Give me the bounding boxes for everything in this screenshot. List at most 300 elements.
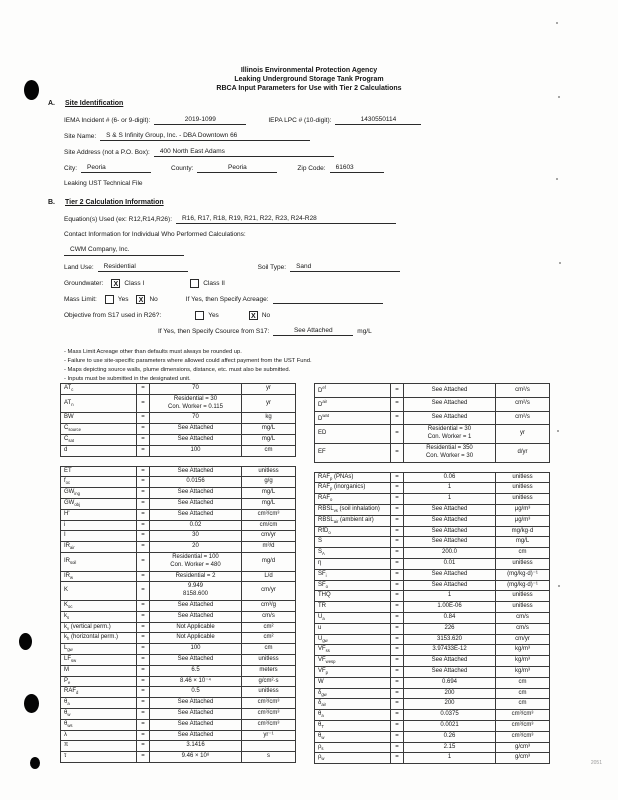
- param-symbol: THQ: [315, 591, 391, 602]
- equals-sign: =: [137, 542, 150, 553]
- param-unit: unitless: [496, 591, 550, 602]
- mass-limit-yes-checkbox: [105, 295, 114, 304]
- param-row: [315, 742, 550, 753]
- param-symbol: $IR_{soil}$: [61, 552, 137, 571]
- equals-sign: =: [391, 537, 404, 548]
- equals-sign: =: [391, 731, 404, 742]
- param-unit: unitless: [242, 687, 296, 698]
- equals-sign: =: [137, 531, 150, 542]
- objective-no-checkbox: X: [249, 311, 258, 320]
- equals-sign: =: [391, 677, 404, 688]
- param-value: See Attached: [404, 504, 496, 515]
- param-row: [315, 731, 550, 742]
- contact-label-line: [64, 231, 578, 239]
- equals-sign: =: [391, 443, 404, 462]
- param-symbol: $\delta_{air}$: [315, 699, 391, 710]
- param-symbol: W: [315, 677, 391, 688]
- equals-sign: =: [137, 424, 150, 435]
- param-unit: meters: [242, 665, 296, 676]
- param-value: 1: [404, 753, 496, 764]
- param-value: 1: [404, 494, 496, 505]
- param-row: [315, 720, 550, 731]
- param-row: [61, 719, 296, 730]
- param-unit: μg/m³: [496, 504, 550, 515]
- param-row: [315, 656, 550, 667]
- param-unit: mg/kg·d: [496, 526, 550, 537]
- equals-sign: =: [391, 526, 404, 537]
- param-value: Residential = 350 Con. Worker = 30: [404, 443, 496, 462]
- param-symbol: $RAF_p$ (inorganics): [315, 483, 391, 494]
- param-value: Not Applicable: [150, 633, 242, 644]
- param-row: [61, 384, 296, 395]
- param-value: See Attached: [404, 384, 496, 398]
- param-symbol: $GW_{obj}$: [61, 498, 137, 509]
- equals-sign: =: [137, 571, 150, 582]
- param-unit: s: [242, 752, 296, 763]
- equals-sign: =: [137, 498, 150, 509]
- param-symbol: $k_h$ (horizontal perm.): [61, 633, 137, 644]
- equals-sign: =: [137, 445, 150, 456]
- param-row: [61, 477, 296, 488]
- equals-sign: =: [137, 687, 150, 698]
- equals-sign: =: [391, 580, 404, 591]
- form-header: [0, 66, 618, 93]
- city-county-zip-line: [64, 164, 578, 173]
- equals-sign: =: [391, 569, 404, 580]
- param-symbol: u: [315, 623, 391, 634]
- param-symbol: RfD$_o$: [315, 526, 391, 537]
- param-value: 70: [150, 384, 242, 395]
- param-unit: cm²: [242, 633, 296, 644]
- equals-sign: =: [137, 384, 150, 395]
- param-unit: cm²/s: [496, 384, 550, 398]
- equals-sign: =: [391, 558, 404, 569]
- param-value: 0.694: [404, 677, 496, 688]
- equals-sign: =: [137, 644, 150, 655]
- param-value: See Attached: [150, 611, 242, 622]
- punch-hole: [30, 757, 40, 769]
- param-unit: cm³/cm³: [242, 708, 296, 719]
- param-symbol: $\theta_w$: [61, 708, 137, 719]
- param-row: [315, 602, 550, 613]
- param-symbol: $S_A$: [315, 548, 391, 559]
- param-row: [315, 634, 550, 645]
- param-unit: mg/d: [242, 552, 296, 571]
- lpc-number-value: 1430550114: [335, 116, 421, 125]
- param-symbol: $VF_{ss}$: [315, 645, 391, 656]
- equals-sign: =: [137, 698, 150, 709]
- mass-limit-no-checkbox: X: [136, 295, 145, 304]
- equals-sign: =: [391, 699, 404, 710]
- param-value: 3153.620: [404, 634, 496, 645]
- equations-label: Equation(s) Used (ex: R12,R14,R26):: [64, 216, 173, 224]
- class1-label: Class I: [124, 279, 145, 287]
- form-title: RBCA Input Parameters for Use with Tier 2 Calculations: [216, 85, 402, 92]
- param-row: [315, 612, 550, 623]
- contact-info-label: Contact Information for Individual Who Performed Calculations:: [64, 231, 246, 239]
- param-value: 1: [404, 591, 496, 602]
- acreage-value: [273, 303, 383, 304]
- equals-sign: =: [137, 665, 150, 676]
- param-row: [315, 537, 550, 548]
- equals-sign: =: [391, 688, 404, 699]
- param-unit: [242, 741, 296, 752]
- param-unit: mg/L: [242, 498, 296, 509]
- tech-file-line: [64, 180, 578, 188]
- param-value: 8.46 × 10⁻⁴: [150, 676, 242, 687]
- section-b-header: [48, 199, 578, 208]
- param-value: 0.0156: [150, 477, 242, 488]
- param-unit: unitless: [496, 483, 550, 494]
- param-unit: unitless: [242, 466, 296, 477]
- param-value: 0.26: [404, 731, 496, 742]
- contact-value-line: [64, 246, 578, 255]
- land-use-soil-line: [64, 263, 578, 272]
- param-value: See Attached: [150, 498, 242, 509]
- param-value: 30: [150, 531, 242, 542]
- param-unit: L/d: [242, 571, 296, 582]
- param-value: 0.0375: [404, 710, 496, 721]
- param-value: See Attached: [150, 708, 242, 719]
- scan-speck: [558, 96, 560, 98]
- param-symbol: I: [61, 531, 137, 542]
- param-value: 6.5: [150, 665, 242, 676]
- param-unit: cm/s: [242, 611, 296, 622]
- equals-sign: =: [137, 611, 150, 622]
- equals-sign: =: [137, 488, 150, 499]
- param-symbol: $LF_{sw}$: [61, 654, 137, 665]
- param-row: [315, 384, 550, 398]
- param-row: [61, 488, 296, 499]
- param-symbol: $\theta_a$: [315, 710, 391, 721]
- param-unit: cm²: [242, 622, 296, 633]
- program-name: Leaking Underground Storage Tank Program: [234, 76, 384, 83]
- land-use-label: Land Use:: [64, 263, 94, 271]
- param-symbol: $C_{source}$: [61, 424, 137, 435]
- param-row: [61, 413, 296, 424]
- param-symbol: η: [315, 558, 391, 569]
- equals-sign: =: [391, 753, 404, 764]
- equals-sign: =: [391, 483, 404, 494]
- section-a-title: Site Identification: [65, 100, 124, 107]
- param-value: Residential = 30 Con. Worker = 1: [404, 425, 496, 444]
- equals-sign: =: [137, 477, 150, 488]
- acreage-label: If Yes, then Specify Acreage:: [185, 295, 269, 303]
- param-value: See Attached: [150, 466, 242, 477]
- section-a-label: A.: [48, 100, 55, 107]
- param-symbol: S: [315, 537, 391, 548]
- param-value: See Attached: [404, 411, 496, 425]
- equals-sign: =: [391, 411, 404, 425]
- equals-sign: =: [137, 719, 150, 730]
- param-symbol: $\theta_{ws}$: [61, 719, 137, 730]
- param-row: [61, 622, 296, 633]
- param-unit: kg/m³: [496, 645, 550, 656]
- param-value: See Attached: [404, 569, 496, 580]
- param-value: See Attached: [404, 656, 496, 667]
- param-row: [315, 548, 550, 559]
- objective-yes-checkbox: [195, 311, 204, 320]
- parameter-tables: [60, 383, 550, 773]
- param-row: [61, 633, 296, 644]
- param-value: 100: [150, 644, 242, 655]
- param-row: [61, 687, 296, 698]
- param-symbol: $D^{ef}$: [315, 384, 391, 398]
- param-row: [315, 645, 550, 656]
- right-parameter-column: [314, 383, 550, 773]
- param-row: [61, 531, 296, 542]
- param-value: 0.01: [404, 558, 496, 569]
- incident-number-line: [64, 116, 578, 125]
- param-unit: yr⁻¹: [242, 730, 296, 741]
- equals-sign: =: [137, 622, 150, 633]
- param-symbol: ET: [61, 466, 137, 477]
- equals-sign: =: [391, 548, 404, 559]
- param-symbol: $k_v$ (vertical perm.): [61, 622, 137, 633]
- equals-sign: =: [391, 515, 404, 526]
- param-unit: cm²/s: [496, 411, 550, 425]
- param-unit: unitless: [496, 602, 550, 613]
- param-value: 200: [404, 699, 496, 710]
- param-symbol: π: [61, 741, 137, 752]
- param-unit: mg/L: [242, 488, 296, 499]
- param-unit: cm/yr: [242, 531, 296, 542]
- equals-sign: =: [391, 742, 404, 753]
- site-address-value: 400 North East Adams: [154, 148, 334, 157]
- param-row: [61, 665, 296, 676]
- param-row: [61, 600, 296, 611]
- param-unit: kg/m³: [496, 656, 550, 667]
- equals-sign: =: [391, 494, 404, 505]
- param-symbol: $IR_w$: [61, 571, 137, 582]
- param-value: See Attached: [404, 580, 496, 591]
- param-row: [61, 542, 296, 553]
- param-row: [315, 443, 550, 462]
- param-value: See Attached: [150, 434, 242, 445]
- param-row: [61, 752, 296, 763]
- param-symbol: $AT_c$: [61, 384, 137, 395]
- mass-limit-label: Mass Limit:: [64, 295, 97, 303]
- param-unit: unitless: [496, 494, 550, 505]
- equals-sign: =: [391, 425, 404, 444]
- equals-sign: =: [137, 413, 150, 424]
- param-unit: cm³/cm³: [242, 698, 296, 709]
- param-value: See Attached: [404, 515, 496, 526]
- site-name-value: S & S Infinity Group, Inc. - DBA Downtown 66: [100, 132, 310, 141]
- site-address-line: [64, 148, 578, 157]
- param-value: 200.0: [404, 548, 496, 559]
- site-name-label: Site Name:: [64, 132, 97, 140]
- param-value: See Attached: [150, 654, 242, 665]
- param-unit: unitless: [242, 654, 296, 665]
- groundwater-line: [64, 279, 578, 288]
- param-row: [315, 666, 550, 677]
- groundwater-label: Groundwater:: [64, 279, 104, 287]
- equals-sign: =: [391, 645, 404, 656]
- param-symbol: BW: [61, 413, 137, 424]
- param-row: [61, 552, 296, 571]
- iema-incident-label: IEMA Incident # (6- or 9-digit):: [64, 116, 151, 124]
- param-row: [315, 515, 550, 526]
- mass-limit-yes-label: Yes: [117, 295, 129, 303]
- param-row: [315, 677, 550, 688]
- param-row: [315, 397, 550, 411]
- param-value: See Attached: [404, 666, 496, 677]
- lpc-number-label: IEPA LPC # (10-digit):: [268, 116, 332, 124]
- equals-sign: =: [137, 633, 150, 644]
- equals-sign: =: [137, 676, 150, 687]
- param-value: 2.15: [404, 742, 496, 753]
- param-symbol: TR: [315, 602, 391, 613]
- param-symbol: $RBSL_{air}$ (ambient air): [315, 515, 391, 526]
- equals-sign: =: [391, 397, 404, 411]
- param-unit: m³/d: [242, 542, 296, 553]
- param-row: [315, 710, 550, 721]
- param-row: [315, 504, 550, 515]
- param-symbol: $U_a$: [315, 612, 391, 623]
- param-row: [315, 411, 550, 425]
- param-unit: cm³/cm³: [496, 731, 550, 742]
- param-value: See Attached: [150, 730, 242, 741]
- param-symbol: $\theta_w$: [315, 731, 391, 742]
- equals-sign: =: [391, 720, 404, 731]
- note-line: - Mass Limit Acreage other than defaults must always be rounded up.: [64, 348, 242, 355]
- param-row: [61, 741, 296, 752]
- param-unit: cm: [242, 445, 296, 456]
- site-address-label: Site Address (not a P.O. Box):: [64, 149, 150, 156]
- param-unit: cm/s: [496, 612, 550, 623]
- form-body: [48, 100, 578, 384]
- equals-sign: =: [137, 466, 150, 477]
- param-unit: cm/yr: [242, 582, 296, 601]
- county-value: Peoria: [197, 164, 277, 173]
- equals-sign: =: [137, 509, 150, 520]
- param-value: See Attached: [404, 526, 496, 537]
- class2-label: Class II: [203, 279, 225, 287]
- param-unit: cm: [496, 677, 550, 688]
- param-row: [61, 571, 296, 582]
- param-unit: cm/yr: [496, 634, 550, 645]
- objective-label: Objective from S17 used in R26?:: [64, 311, 162, 319]
- param-symbol: $GW_{ing}$: [61, 488, 137, 499]
- param-value: See Attached: [404, 537, 496, 548]
- param-symbol: $\delta_{gw}$: [315, 688, 391, 699]
- param-unit: cm³/g: [242, 600, 296, 611]
- param-unit: cm: [496, 699, 550, 710]
- param-row: [61, 434, 296, 445]
- param-value: See Attached: [150, 488, 242, 499]
- mass-limit-line: [64, 295, 578, 304]
- param-unit: kg/m³: [496, 666, 550, 677]
- param-row: [61, 520, 296, 531]
- param-row: [61, 644, 296, 655]
- param-unit: cm: [496, 688, 550, 699]
- csource-unit: mg/L: [357, 327, 372, 335]
- param-symbol: $RAF_o$: [315, 494, 391, 505]
- param-unit: cm: [242, 644, 296, 655]
- param-symbol: $\rho_w$: [315, 753, 391, 764]
- csource-label: If Yes, then Specify Csource from S17:: [158, 327, 270, 335]
- param-symbol: $\theta_T$: [315, 720, 391, 731]
- param-row: [61, 394, 296, 413]
- param-value: 3.1416: [150, 741, 242, 752]
- param-row: [315, 558, 550, 569]
- param-row: [315, 526, 550, 537]
- iema-incident-value: 2019-1099: [154, 116, 246, 125]
- equals-sign: =: [391, 634, 404, 645]
- param-unit: yr: [242, 384, 296, 395]
- csource-value: See Attached: [273, 327, 353, 336]
- param-row: [61, 730, 296, 741]
- section-b-title: Tier 2 Calculation Information: [65, 199, 164, 207]
- zip-code-label: Zip Code:: [297, 165, 326, 173]
- tech-file-label: Leaking UST Technical File: [64, 180, 143, 188]
- equals-sign: =: [391, 504, 404, 515]
- county-label: County:: [171, 165, 194, 173]
- param-value: 0.02: [150, 520, 242, 531]
- param-unit: cm³/cm³: [242, 719, 296, 730]
- equals-sign: =: [137, 708, 150, 719]
- param-unit: kg: [242, 413, 296, 424]
- equals-sign: =: [391, 710, 404, 721]
- param-value: See Attached: [150, 719, 242, 730]
- param-unit: cm³/cm³: [242, 509, 296, 520]
- param-unit: (mg/kg·d)⁻¹: [496, 569, 550, 580]
- param-value: Residential = 2: [150, 571, 242, 582]
- equals-sign: =: [391, 472, 404, 483]
- param-symbol: $AT_n$: [61, 394, 137, 413]
- param-value: Not Applicable: [150, 622, 242, 633]
- note-line: - Failure to use site-specific parameters where allowed could affect payment from the UST Fund.: [64, 357, 312, 364]
- contact-info-value: CWM Company, Inc.: [64, 246, 184, 255]
- param-value: 1: [404, 483, 496, 494]
- param-symbol: $SF_o$: [315, 580, 391, 591]
- param-value: 20: [150, 542, 242, 553]
- param-unit: yr: [496, 425, 550, 444]
- param-symbol: $D^{wat}$: [315, 411, 391, 425]
- note-line: - Inputs must be submitted in the designated unit.: [64, 375, 191, 382]
- param-value: 9.46 × 10⁸: [150, 752, 242, 763]
- param-value: See Attached: [404, 397, 496, 411]
- note-line: - Maps depicting source walls, plume dimensions, distance, etc. must also be submitted.: [64, 366, 291, 373]
- param-value: See Attached: [150, 600, 242, 611]
- param-value: 100: [150, 445, 242, 456]
- param-unit: yr: [242, 394, 296, 413]
- equals-sign: =: [137, 752, 150, 763]
- objective-yes-label: Yes: [208, 311, 219, 319]
- param-value: See Attached: [150, 424, 242, 435]
- param-unit: cm: [496, 548, 550, 559]
- param-symbol: i: [61, 520, 137, 531]
- param-row: [61, 498, 296, 509]
- csource-line: [158, 327, 578, 336]
- objective-line: [64, 311, 578, 320]
- class1-checkbox: X: [111, 279, 120, 288]
- city-label: City:: [64, 165, 77, 173]
- scan-speck: [557, 430, 559, 432]
- param-unit: g/cm²·s: [242, 676, 296, 687]
- param-unit: cm/cm: [242, 520, 296, 531]
- param-symbol: $P_e$: [61, 676, 137, 687]
- param-value: 0.84: [404, 612, 496, 623]
- param-value: 1.00E-06: [404, 602, 496, 613]
- param-symbol: $D^{air}$: [315, 397, 391, 411]
- equals-sign: =: [137, 654, 150, 665]
- scan-speck: [556, 22, 558, 24]
- param-symbol: d: [61, 445, 137, 456]
- param-symbol: $IR_{air}$: [61, 542, 137, 553]
- param-symbol: $K_{oc}$: [61, 600, 137, 611]
